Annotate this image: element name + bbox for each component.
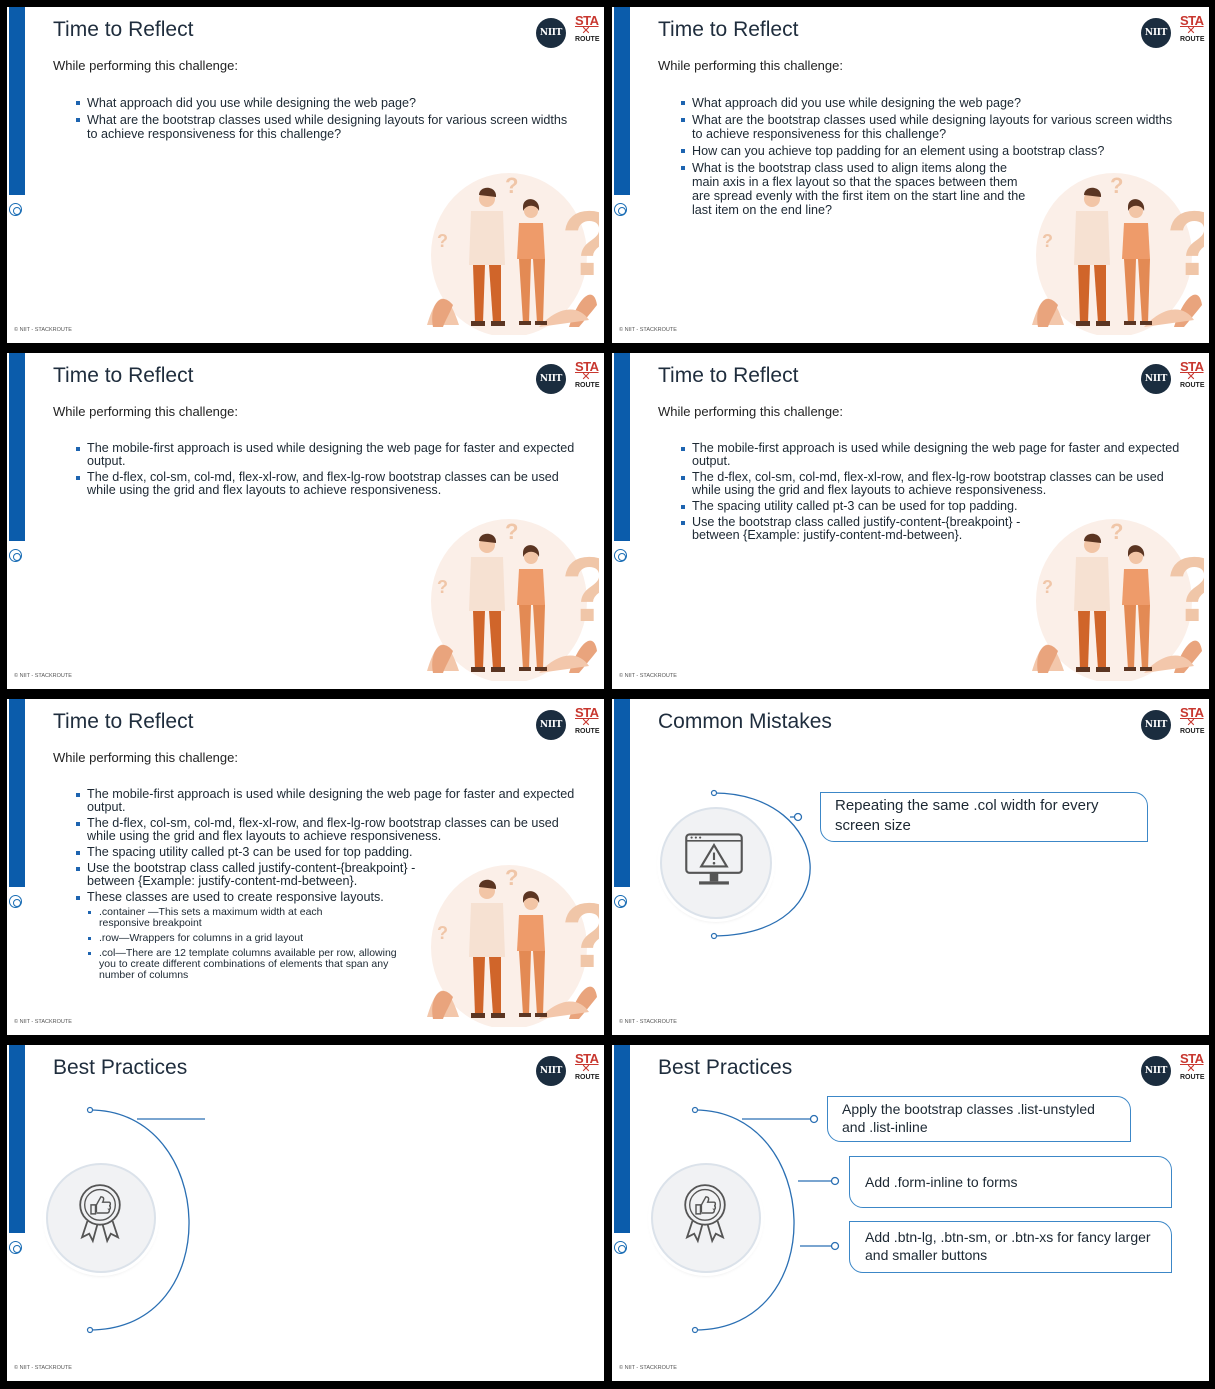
slide-title: Best Practices [658,1056,793,1079]
mistake-callout: Repeating the same .col width for every screen size [820,792,1148,842]
list-subitem: .row—Wrappers for columns in a grid layout [75,933,399,944]
list-item: Use the bootstrap class called justify-content-{breakpoint} -between {Example: justify-content-md-between}. [75,862,442,888]
stackroute-logo: STA ✕ ROUTE [575,359,600,389]
slide-title: Time to Reflect [658,364,799,387]
niit-logo: NIIT [536,364,566,394]
stackroute-logo: STA ✕ ROUTE [1180,13,1205,43]
target-icon [9,549,22,562]
stackroute-logo: STA ✕ ROUTE [575,1051,600,1081]
slide-title: Time to Reflect [53,710,194,733]
footer-copyright: © NIIT - STACKROUTE [619,1365,677,1371]
slide-1 [7,7,604,343]
target-icon [614,549,627,562]
monitor-warning-icon [682,828,746,892]
footer-copyright: © NIIT - STACKROUTE [14,673,72,679]
stackroute-logo: STA ✕ ROUTE [575,705,600,735]
niit-logo: NIIT [1141,710,1171,740]
niit-logo: NIIT [536,710,566,740]
practice-callout: Add .btn-lg, .btn-sm, or .btn-xs for fancy larger and smaller buttons [849,1221,1172,1273]
stackroute-logo: STA ✕ ROUTE [1180,705,1205,735]
niit-logo: NIIT [536,18,566,48]
list-item: These classes are used to create responsive layouts. [75,891,575,904]
footer-copyright: © NIIT - STACKROUTE [619,1019,677,1025]
practice-callout: Add .form-inline to forms [849,1156,1172,1208]
slide-subtitle: While performing this challenge: [53,750,238,765]
slide-5 [7,699,604,1035]
reflect-illustration [419,155,599,335]
list-subitem: .container —This sets a maximum width at each responsive breakpoint [75,907,359,929]
slide-subtitle: While performing this challenge: [658,58,843,73]
reflect-illustration [1024,501,1204,681]
list-item: How can you achieve top padding for an element using a bootstrap class? [680,144,1180,158]
slide-7 [7,1045,604,1381]
slide-subtitle: While performing this challenge: [53,404,238,419]
list-item: Use the bootstrap class called justify-content-{breakpoint} -between {Example: justify-content-md-between}. [680,516,1047,542]
list-item: What approach did you use while designing the web page? [680,96,1180,110]
footer-copyright: © NIIT - STACKROUTE [14,1365,72,1371]
list-item: The spacing utility called pt-3 can be used for top padding. [75,846,575,859]
list-item: What is the bootstrap class used to align items along the main axis in a flex layout so that the spaces between them are spread evenly with the first item on the start line and the last item on the end line? [680,161,1037,217]
slide-subtitle: While performing this challenge: [658,404,843,419]
reflect-illustration [419,847,599,1027]
target-icon [614,1241,627,1254]
list-item: The spacing utility called pt-3 can be used for top padding. [680,500,1180,513]
list-subitem: .col—There are 12 template columns available per row, allowing you to create different combinations of elements that span any number of columns [75,948,399,981]
stackroute-logo: STA ✕ ROUTE [1180,359,1205,389]
accent-bar [9,7,25,195]
practice-callout: Apply the bootstrap classes .list-unstyled and .list-inline [827,1096,1131,1142]
list-item: The d-flex, col-sm, col-md, flex-xl-row, and flex-lg-row bootstrap classes can be used while using the grid and flex layouts to achieve responsiveness. [75,817,575,843]
list-item: The d-flex, col-sm, col-md, flex-xl-row, and flex-lg-row bootstrap classes can be used while using the grid and flex layouts to achieve responsiveness. [75,471,575,497]
list-item: The mobile-first approach is used while designing the web page for faster and expected output. [75,442,575,468]
accent-bar [614,353,630,541]
slide-8 [612,1045,1209,1381]
footer-copyright: © NIIT - STACKROUTE [14,327,72,333]
accent-bar [9,353,25,541]
niit-logo: NIIT [536,1056,566,1086]
accent-bar [9,1045,25,1233]
footer-copyright: © NIIT - STACKROUTE [619,673,677,679]
award-thumbs-up-icon [678,1180,732,1246]
niit-logo: NIIT [1141,1056,1171,1086]
slide-subtitle: While performing this challenge: [53,58,238,73]
accent-bar [614,7,630,195]
slide-title: Time to Reflect [53,364,194,387]
slide-title: Best Practices [53,1056,188,1079]
slide-title: Time to Reflect [658,18,799,41]
footer-copyright: © NIIT - STACKROUTE [619,327,677,333]
target-icon [9,895,22,908]
accent-bar [9,699,25,887]
slide-3 [7,353,604,689]
target-icon [614,895,627,908]
bullet-list [75,96,575,144]
bullet-list [75,442,575,500]
target-icon [614,203,627,216]
slide-6 [612,699,1209,1035]
slide-4 [612,353,1209,689]
list-item: What approach did you use while designing the web page? [75,96,575,110]
slide-title: Common Mistakes [658,710,832,733]
niit-logo: NIIT [1141,18,1171,48]
accent-bar [614,699,630,887]
accent-bar [614,1045,630,1233]
list-item: The mobile-first approach is used while designing the web page for faster and expected output. [680,442,1180,468]
list-item: The mobile-first approach is used while designing the web page for faster and expected output. [75,788,575,814]
list-item: What are the bootstrap classes used while designing layouts for various screen widths to achieve responsiveness for this challenge? [680,113,1180,141]
stackroute-logo: STA ✕ ROUTE [575,13,600,43]
stackroute-logo: STA ✕ ROUTE [1180,1051,1205,1081]
slide-2 [612,7,1209,343]
target-icon [9,203,22,216]
list-item: What are the bootstrap classes used while designing layouts for various screen widths to achieve responsiveness for this challenge? [75,113,575,141]
list-item: The d-flex, col-sm, col-md, flex-xl-row, and flex-lg-row bootstrap classes can be used while using the grid and flex layouts to achieve responsiveness. [680,471,1180,497]
slide-title: Time to Reflect [53,18,194,41]
reflect-illustration [1024,155,1204,335]
award-thumbs-up-icon [73,1180,127,1246]
target-icon [9,1241,22,1254]
reflect-illustration [419,501,599,681]
footer-copyright: © NIIT - STACKROUTE [14,1019,72,1025]
niit-logo: NIIT [1141,364,1171,394]
